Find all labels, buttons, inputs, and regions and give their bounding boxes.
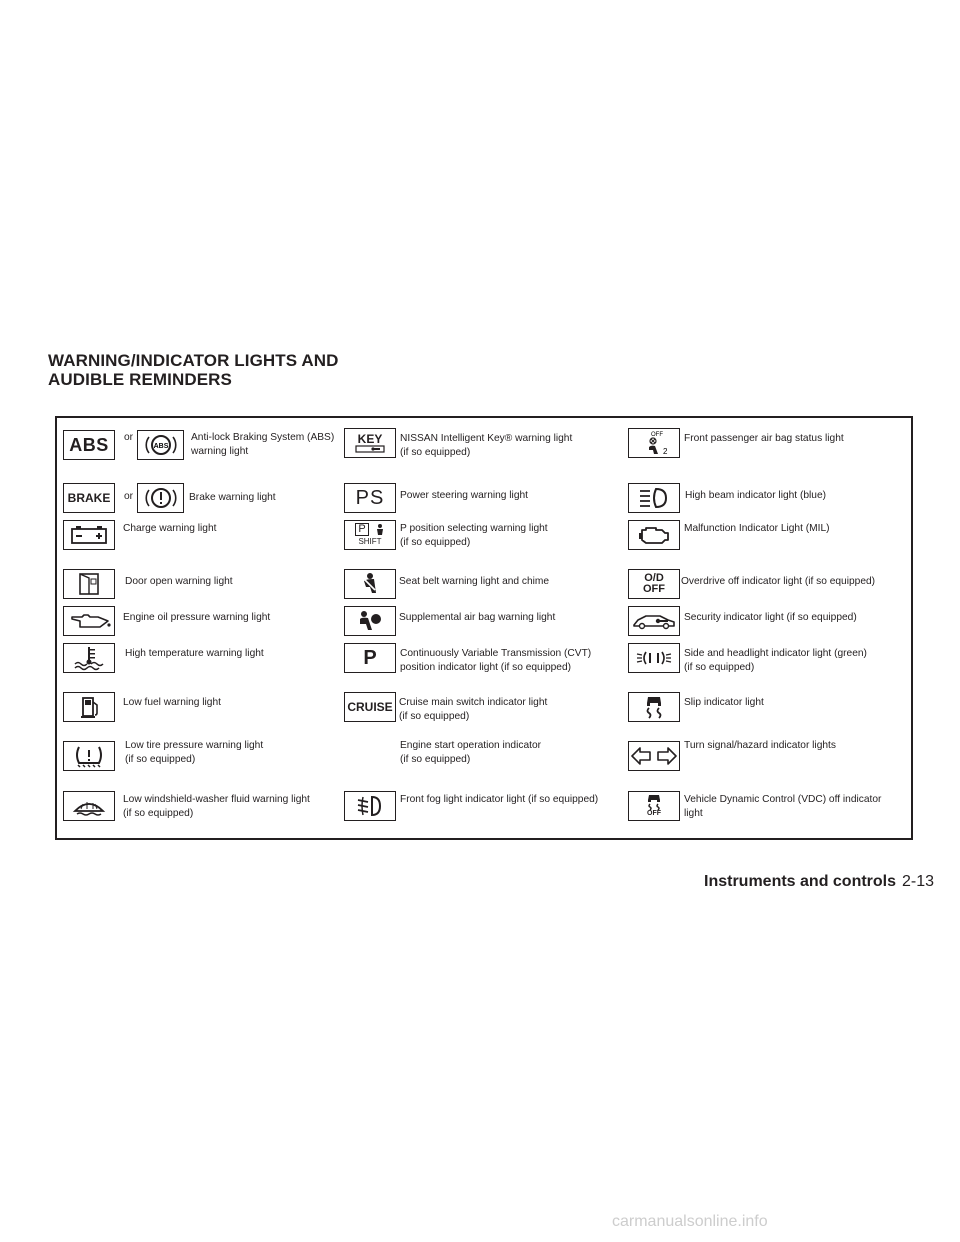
power-steering-icon: PS (344, 483, 396, 513)
vdc-label: Vehicle Dynamic Control (VDC) off indicator (684, 794, 882, 805)
key-label: NISSAN Intelligent Key® warning light (400, 433, 573, 444)
start-label: Engine start operation indicator (400, 740, 542, 751)
fuel-pump-icon (63, 692, 115, 722)
page-number: 2-13 (902, 873, 935, 890)
p-shift-icon: P SHIFT (344, 520, 396, 550)
section-heading (48, 351, 339, 389)
washer-label: Low windshield-washer fluid warning light (123, 794, 310, 805)
washer-label-2: (if so equipped) (123, 808, 194, 819)
tire-label-2: (if so equipped) (125, 754, 196, 765)
turn-label: Turn signal/hazard indicator lights (684, 740, 836, 751)
slip-icon (628, 692, 680, 722)
airbag-icon (344, 606, 396, 636)
od-off-icon: O/D OFF (628, 569, 680, 599)
abs-label: Anti-lock Braking System (ABS) (191, 432, 335, 443)
side-label-2: (if so equipped) (684, 662, 755, 673)
vdc-label-2: light (684, 808, 703, 819)
cruise-icon: CRUISE (344, 692, 396, 722)
fuel-label: Low fuel warning light (123, 697, 221, 708)
side-label: Side and headlight indicator light (green) (684, 648, 867, 659)
seatbelt-label: Seat belt warning light and chime (399, 576, 550, 587)
or-label: or (124, 491, 134, 502)
washer-fluid-icon (63, 791, 115, 821)
cvt-label-2: position indicator light (if so equipped) (400, 662, 572, 673)
abs-icon: ABS (63, 430, 115, 460)
door-label: Door open warning light (125, 576, 233, 587)
temp-label: High temperature warning light (125, 648, 264, 659)
od-label: Overdrive off indicator light (if so equipped) (681, 576, 876, 587)
pshift-label-2: (if so equipped) (400, 537, 471, 548)
passenger-airbag-icon (628, 428, 680, 458)
cvt-label: Continuously Variable Transmission (CVT) (400, 648, 592, 659)
off-label: OFF (651, 432, 663, 438)
cvt-p-icon: P (344, 643, 396, 673)
cruise-label-2: (if so equipped) (399, 711, 470, 722)
page-footer (704, 873, 934, 891)
oil-label: Engine oil pressure warning light (123, 612, 271, 623)
heading-line-1: WARNING/INDICATOR LIGHTS AND (48, 351, 339, 370)
mil-label: Malfunction Indicator Light (MIL) (684, 523, 830, 534)
cruise-label: Cruise main switch indicator light (399, 697, 548, 708)
abs-small-label: ABS (153, 443, 168, 450)
security-label: Security indicator light (if so equipped) (684, 612, 857, 623)
coolant-temp-icon (63, 643, 115, 673)
tire-label: Low tire pressure warning light (125, 740, 264, 751)
door-icon (63, 569, 115, 599)
pshift-label: P position selecting warning light (400, 523, 548, 534)
tire-pressure-icon (63, 741, 115, 771)
watermark: carmanualsonline.info (612, 1213, 768, 1230)
indicator-lights-table (55, 416, 913, 840)
or-label: or (124, 432, 134, 443)
intelligent-key-icon: KEY (344, 428, 396, 458)
key-label-2: (if so equipped) (400, 447, 471, 458)
turn-signal-icon (628, 741, 680, 771)
charge-label: Charge warning light (123, 523, 217, 534)
pass-airbag-label: Front passenger air bag status light (684, 433, 844, 444)
oil-can-icon (63, 606, 115, 636)
brake-label: Brake warning light (189, 492, 276, 503)
front-fog-icon (344, 791, 396, 821)
slip-label: Slip indicator light (684, 697, 764, 708)
ps-label: Power steering warning light (400, 490, 528, 501)
seatbelt-icon (344, 569, 396, 599)
battery-icon (63, 520, 115, 550)
engine-icon (628, 520, 680, 550)
heading-line-2: AUDIBLE REMINDERS (48, 370, 232, 389)
abs-circle-icon (137, 430, 184, 460)
brake-text-icon: BRAKE (63, 483, 115, 513)
start-label-2: (if so equipped) (400, 754, 471, 765)
highbeam-label: High beam indicator light (blue) (685, 490, 826, 501)
high-beam-icon (628, 483, 680, 513)
security-car-icon (628, 606, 680, 636)
abs-label-2: warning light (191, 446, 249, 457)
airbag-label: Supplemental air bag warning light (399, 612, 556, 623)
vdc-off-icon: OFF (628, 791, 680, 821)
side-light-icon (628, 643, 680, 673)
two-label: 2 (663, 447, 668, 456)
fog-label: Front fog light indicator light (if so equipped) (400, 794, 599, 805)
brake-circle-icon (137, 483, 184, 513)
footer-section-title: Instruments and controls (704, 873, 897, 890)
